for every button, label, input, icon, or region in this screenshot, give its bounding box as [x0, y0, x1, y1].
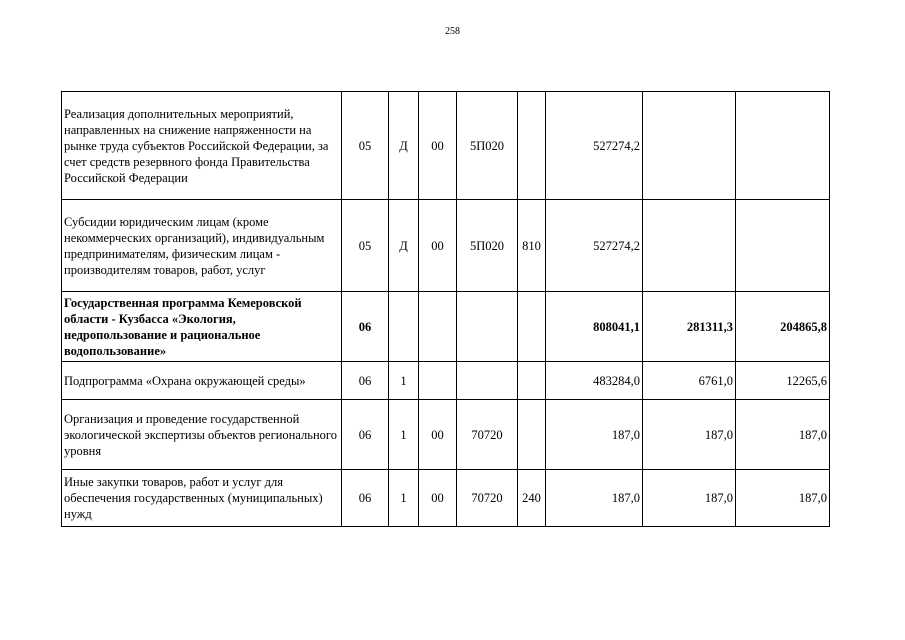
- row-subprogram: [419, 362, 457, 400]
- row-amount-2: 187,0: [643, 470, 736, 527]
- table-row: [62, 200, 830, 292]
- table-row: [62, 292, 830, 362]
- row-amount-3: [736, 92, 830, 200]
- row-amount-2: 6761,0: [643, 362, 736, 400]
- row-subprogram: 00: [419, 400, 457, 470]
- row-section: 06: [342, 400, 389, 470]
- row-expense-type: 240: [518, 470, 546, 527]
- row-name: Государственная программа Кемеровской области - Кузбасса «Экология, недропользование и рациональное водопользование»: [62, 292, 342, 362]
- row-name: Субсидии юридическим лицам (кроме некоммерческих организаций), индивидуальным предпринимателям, физическим лицам - производителям товаров, работ, услуг: [62, 200, 342, 292]
- row-direction: [457, 362, 518, 400]
- row-amount-3: 12265,6: [736, 362, 830, 400]
- row-direction: 70720: [457, 470, 518, 527]
- row-direction: 5П020: [457, 200, 518, 292]
- row-subprogram: 00: [419, 470, 457, 527]
- row-expense-type: 810: [518, 200, 546, 292]
- table-row: [62, 362, 830, 400]
- row-program: Д: [389, 200, 419, 292]
- row-amount-1: 187,0: [546, 470, 643, 527]
- row-amount-1: 187,0: [546, 400, 643, 470]
- row-program: Д: [389, 92, 419, 200]
- row-section: 06: [342, 470, 389, 527]
- row-name: Реализация дополнительных мероприятий, направленных на снижение напряженности на рынке труда субъектов Российской Федерации, за счет средств резервного фонда Правительства Российской Федерации: [62, 92, 342, 200]
- row-amount-1: 527274,2: [546, 92, 643, 200]
- row-amount-3: [736, 200, 830, 292]
- row-name: Подпрограмма «Охрана окружающей среды»: [62, 362, 342, 400]
- row-name: Иные закупки товаров, работ и услуг для обеспечения государственных (муниципальных) нужд: [62, 470, 342, 527]
- row-direction: 70720: [457, 400, 518, 470]
- row-subprogram: 00: [419, 200, 457, 292]
- row-expense-type: [518, 362, 546, 400]
- row-section: 06: [342, 292, 389, 362]
- budget-table: [61, 91, 830, 527]
- row-name: Организация и проведение государственной экологической экспертизы объектов регионального уровня: [62, 400, 342, 470]
- row-program: 1: [389, 470, 419, 527]
- row-expense-type: [518, 292, 546, 362]
- row-section: 06: [342, 362, 389, 400]
- row-subprogram: [419, 292, 457, 362]
- row-amount-1: 527274,2: [546, 200, 643, 292]
- row-amount-1: 808041,1: [546, 292, 643, 362]
- row-program: 1: [389, 362, 419, 400]
- row-amount-3: 187,0: [736, 400, 830, 470]
- row-section: 05: [342, 200, 389, 292]
- row-amount-2: 187,0: [643, 400, 736, 470]
- row-expense-type: [518, 400, 546, 470]
- table-row: [62, 470, 830, 527]
- row-expense-type: [518, 92, 546, 200]
- row-program: [389, 292, 419, 362]
- row-amount-1: 483284,0: [546, 362, 643, 400]
- row-direction: 5П020: [457, 92, 518, 200]
- row-amount-2: [643, 200, 736, 292]
- row-subprogram: 00: [419, 92, 457, 200]
- table-row: [62, 400, 830, 470]
- row-amount-3: 204865,8: [736, 292, 830, 362]
- row-amount-3: 187,0: [736, 470, 830, 527]
- page-number: 258: [445, 26, 460, 37]
- row-amount-2: [643, 92, 736, 200]
- table-row: [62, 92, 830, 200]
- row-program: 1: [389, 400, 419, 470]
- row-section: 05: [342, 92, 389, 200]
- row-amount-2: 281311,3: [643, 292, 736, 362]
- row-direction: [457, 292, 518, 362]
